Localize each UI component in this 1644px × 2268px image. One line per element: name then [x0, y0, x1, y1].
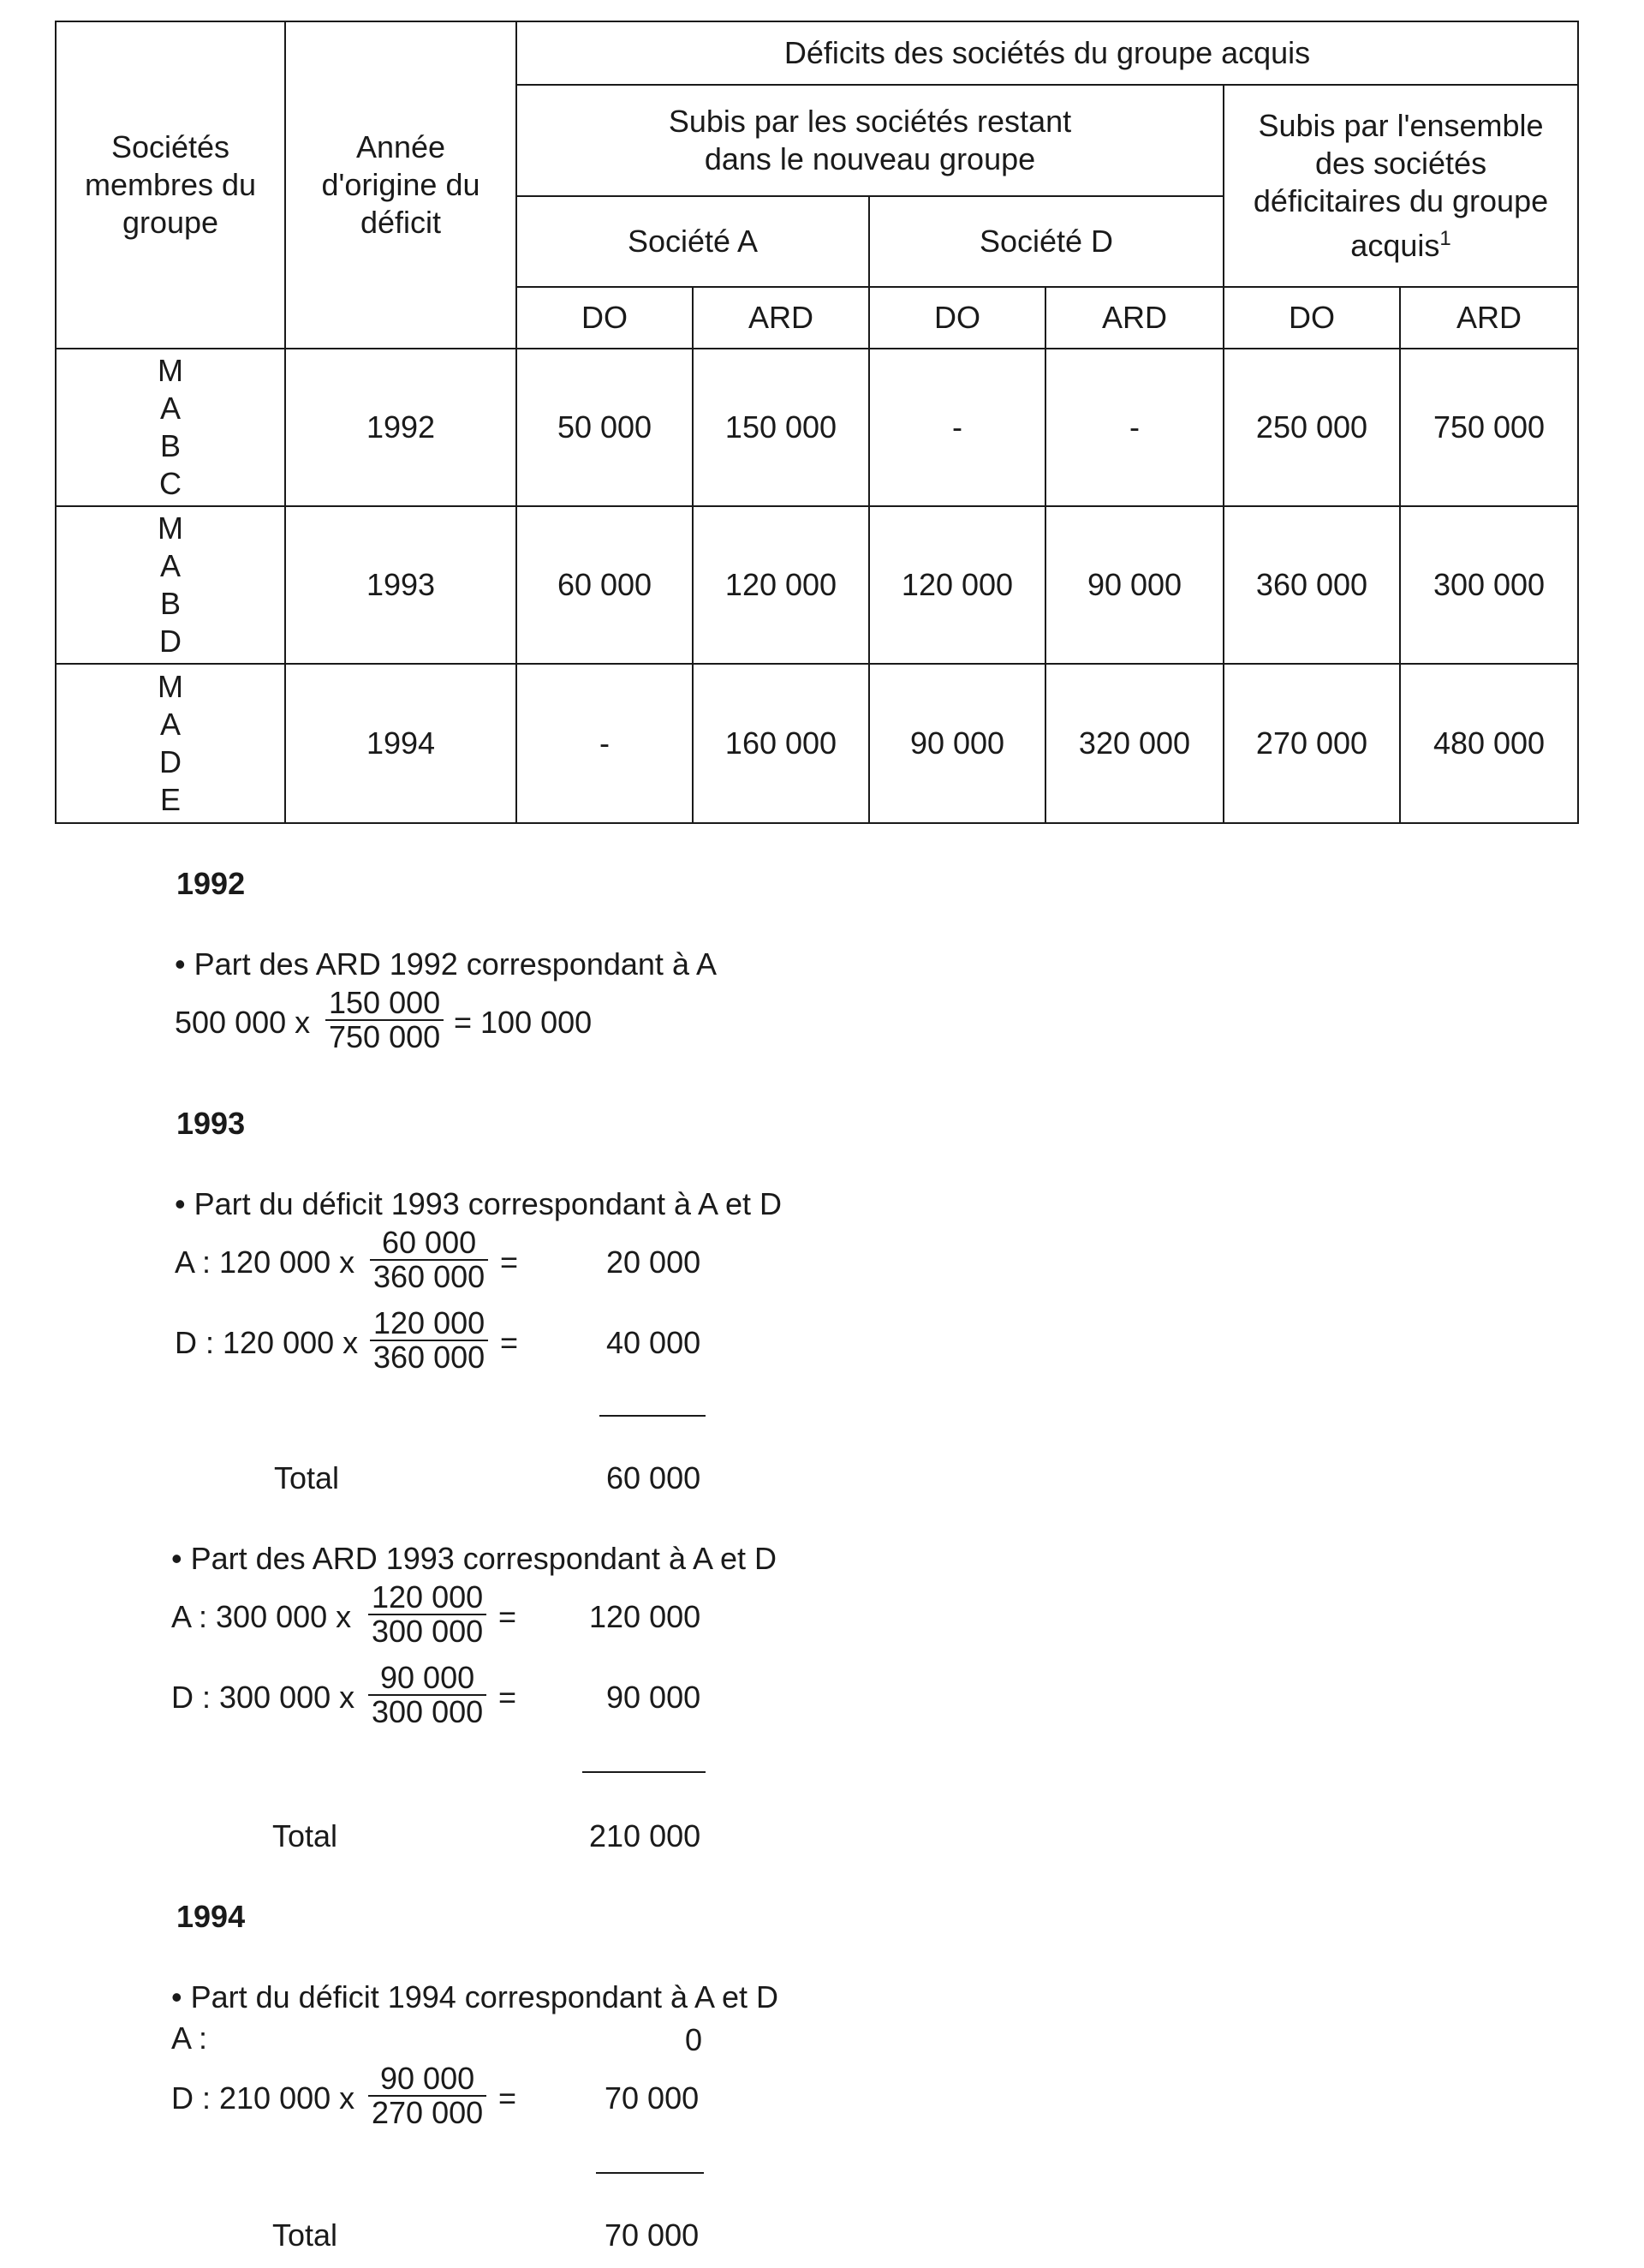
numerator: 120 000 — [372, 1579, 484, 1614]
header-members: Sociétés membres du groupe — [56, 21, 285, 349]
value-cell: - — [1045, 349, 1224, 506]
header-group-deficits: Déficits des sociétés du groupe acquis — [516, 21, 1578, 85]
value-cell: 320 000 — [1045, 664, 1224, 823]
fraction — [325, 987, 444, 1053]
calc-value: 20 000 — [606, 1244, 701, 1280]
footnote-marker: 1 — [1439, 227, 1451, 250]
members-cell: M A D E — [56, 664, 285, 823]
subheader-do: DO — [869, 287, 1045, 349]
equals: = — [500, 1244, 519, 1280]
value-cell: 150 000 — [693, 349, 869, 506]
table-row — [56, 664, 1578, 823]
denominator: 300 000 — [368, 1614, 486, 1648]
fraction — [368, 2062, 486, 2129]
calc-lhs: D : 120 000 x — [175, 1325, 359, 1360]
numerator: 150 000 — [329, 985, 441, 1020]
section-heading-1994: 1994 — [176, 1899, 246, 1934]
header-company-a: Société A — [516, 196, 869, 287]
total-label: Total — [272, 1818, 338, 1853]
subheader-do: DO — [1224, 287, 1400, 349]
value-cell: - — [869, 349, 1045, 506]
calc-value: 120 000 — [589, 1599, 701, 1634]
calc-lhs: A : 120 000 x — [175, 1244, 355, 1280]
subheader-do: DO — [516, 287, 693, 349]
value-cell: 270 000 — [1224, 664, 1400, 823]
denominator: 270 000 — [368, 2095, 486, 2129]
calc-result: = 100 000 — [454, 1005, 593, 1040]
calc-value: 90 000 — [606, 1680, 701, 1715]
sum-rule — [596, 2172, 704, 2174]
subheader-ard: ARD — [1400, 287, 1578, 349]
calc-lhs: D : 300 000 x — [171, 1680, 355, 1715]
equals: = — [500, 1325, 519, 1360]
header-all-line2: déficitaires du groupe acquis — [1253, 183, 1549, 263]
calc-lhs: A : — [171, 2020, 208, 2056]
value-cell: 90 000 — [869, 664, 1045, 823]
value-cell: 120 000 — [693, 506, 869, 664]
value-cell: 120 000 — [869, 506, 1045, 664]
total-value: 60 000 — [606, 1460, 701, 1495]
value-cell: 360 000 — [1224, 506, 1400, 664]
equals: = — [498, 2080, 517, 2116]
calc-lhs: 500 000 x — [175, 1005, 311, 1040]
value-cell: 300 000 — [1400, 506, 1578, 664]
bullet-deficit-1994: • Part du déficit 1994 correspondant à A et D — [171, 1979, 779, 2014]
value-cell: 90 000 — [1045, 506, 1224, 664]
numerator: 120 000 — [373, 1305, 485, 1340]
header-year: Année d'origine du déficit — [285, 21, 516, 349]
equals: = — [498, 1599, 517, 1634]
year-cell: 1993 — [285, 506, 516, 664]
total-value: 70 000 — [605, 2217, 700, 2253]
total-value: 210 000 — [589, 1818, 701, 1853]
year-cell: 1992 — [285, 349, 516, 506]
header-company-d: Société D — [869, 196, 1224, 287]
section-heading-1992: 1992 — [176, 866, 246, 901]
sum-rule — [582, 1771, 706, 1773]
deficit-table — [55, 21, 1579, 824]
table-row — [56, 349, 1578, 506]
year-cell: 1994 — [285, 664, 516, 823]
value-cell: 480 000 — [1400, 664, 1578, 823]
section-heading-1993: 1993 — [176, 1106, 246, 1141]
fraction — [370, 1307, 488, 1374]
value-cell: 750 000 — [1400, 349, 1578, 506]
calc-lhs: D : 210 000 x — [171, 2080, 355, 2116]
subheader-ard: ARD — [1045, 287, 1224, 349]
subheader-ard: ARD — [693, 287, 869, 349]
header-remaining-companies: Subis par les sociétés restant dans le nouveau groupe — [516, 85, 1224, 196]
calc-value: 70 000 — [605, 2080, 700, 2116]
fraction — [368, 1581, 486, 1648]
bullet-ard-1992: • Part des ARD 1992 correspondant à A — [175, 946, 717, 982]
calc-lhs: A : 300 000 x — [171, 1599, 352, 1634]
denominator: 360 000 — [370, 1259, 488, 1293]
equals: = — [498, 1680, 517, 1715]
denominator: 750 000 — [325, 1019, 444, 1053]
members-cell: M A B C — [56, 349, 285, 506]
value-cell: 160 000 — [693, 664, 869, 823]
total-label: Total — [272, 2217, 338, 2253]
value-cell: 50 000 — [516, 349, 693, 506]
members-cell: M A B D — [56, 506, 285, 664]
bullet-deficit-1993: • Part du déficit 1993 correspondant à A et D — [175, 1186, 783, 1221]
numerator: 90 000 — [380, 2061, 475, 2096]
sum-rule — [599, 1415, 706, 1417]
bullet-ard-1993: • Part des ARD 1993 correspondant à A et D — [171, 1541, 777, 1576]
numerator: 60 000 — [382, 1225, 477, 1260]
denominator: 360 000 — [370, 1340, 488, 1374]
calc-value: 0 — [685, 2022, 703, 2057]
denominator: 300 000 — [368, 1694, 486, 1728]
total-label: Total — [274, 1460, 340, 1495]
fraction — [370, 1227, 488, 1293]
numerator: 90 000 — [380, 1660, 475, 1695]
table-row — [56, 506, 1578, 664]
header-all-line1: Subis par l'ensemble des sociétés — [1258, 108, 1544, 181]
value-cell: 250 000 — [1224, 349, 1400, 506]
fraction — [368, 1662, 486, 1728]
value-cell: - — [516, 664, 693, 823]
header-all-companies — [1224, 85, 1578, 287]
value-cell: 60 000 — [516, 506, 693, 664]
calc-value: 40 000 — [606, 1325, 701, 1360]
